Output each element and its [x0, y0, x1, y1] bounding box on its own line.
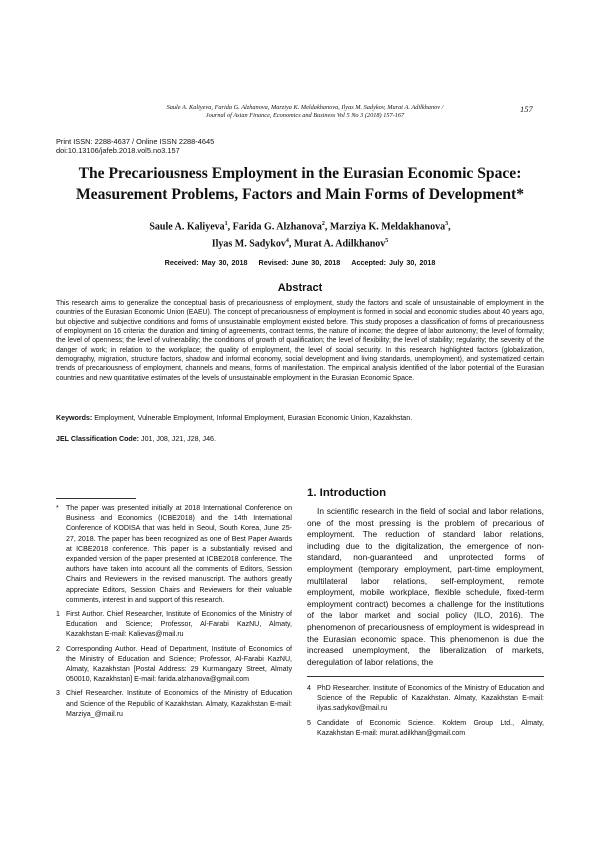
doi-link[interactable]: doi:10.13106/jafeb.2018.vol5.no3.157 — [56, 146, 180, 155]
author-name: Farida G. Alzhanova — [232, 221, 322, 233]
author-affiliation-mark: 2 — [321, 221, 325, 227]
footnotes-right — [307, 684, 544, 739]
keywords-line — [56, 414, 544, 422]
title-line-2: Measurement Problems, Factors and Main Forms of Development* — [75, 186, 525, 203]
author-affiliation-mark: 1 — [224, 221, 228, 227]
jel-line — [56, 435, 544, 443]
running-header-authors: Saule A. Kaliyeva, Farida G. Alzhanova, Marziya K. Meldakhanova, Ilyas M. Sadykov, Murat A. Adilkhanov / — [166, 104, 444, 111]
paper-title — [56, 163, 544, 205]
footnote-divider-right — [307, 676, 544, 677]
footnote-text: First Author. Chief Researcher, Institute of Economics of the Ministry of Education and Science; Professor, Al-Farabi KazNU, Almaty, Kazakhstan E-mail: Kalievas@mail.ru — [66, 611, 292, 639]
introduction-text: In scientific research in the field of social and labor relations, one of the most pressing is the problem of precarious of employment. The reduction of standard labor relations, including due to the digitalization, the emergence of non-standard, non-guaranteed and unprotected forms of employment (temporary employment, part-time employment, multilateral labor relations, self-employment, remote employment, mobile workplace, flexible schedule, fixed-term employment contract) becomes a challenge for the institutions of the labor market and social policy (ILO, 2016). The phenomenon of precariousness of employment is widespread in the Eurasian economic space. This phenomenon is due the increased unemployment, the liberalization of markets, deregulation of labor relations, the — [307, 506, 544, 667]
page-number: 157 — [520, 104, 533, 114]
jel-label: JEL Classification Code: — [56, 435, 140, 443]
footnote-mark: * — [56, 505, 59, 512]
footnote-mark: 3 — [56, 690, 60, 698]
author-name: Murat A. Adilkhanov — [293, 238, 386, 250]
keywords-label: Keywords: — [56, 414, 93, 422]
issn-block — [56, 137, 214, 155]
section-heading-introduction: 1. Introduction — [307, 487, 387, 499]
issn-line: Print ISSN: 2288-4637 / Online ISSN 2288-4645 — [56, 137, 215, 146]
keywords-value: Employment, Vulnerable Employment, Informal Employment, Eurasian Economic Union, Kazakhstan. — [94, 414, 413, 422]
footnotes-left — [56, 504, 292, 720]
running-header — [150, 104, 460, 120]
revised-date: Revised: June 30, 2018 — [258, 258, 341, 267]
footnote-mark: 5 — [307, 719, 311, 727]
abstract-text: This research aims to generalize the conceptual basis of precariousness of employment, study the factors and scale of unsustainable of employment in the countries of the Eurasian Economic Union (EAEU). The concept of precariousness of employment is formed in social and economic studies about 40 years ago, but objective and subjective conditions and forms of unsustainable employment existed before. This study proposes a classification of forms of precariousness of employment on 16 criteria: the duration and timing of agreements, contract terms, the nature of income; the degree of labor autonomy; the level of formality; the level of openness; the level of vulnerability; the conditions of growth of qualification; the level of flexibility; the level of stability; regularity; the severity of the danger of work; in relation to the workplace; the quality of employment, the level of social security. In this research highlighted factors (globalization, demography, migration, structure factors, shadow and informal economy, social development and living standards, unemployment), and systematized certain trends of precariousness of employment, channels and means, forms of manifestation. The empirical analysis identified of the labor potential of the Eurasian countries and new quantitative estimates of the levels of unsustainable employment in the Eurasian Economic Space. — [56, 300, 544, 382]
footnote-text: The paper was presented initially at 2018 International Conference on Business and Economics (ICBE2018) and the 14th International Conference of KODISA that was held in Seoul, South Korea, June 25-27, 2018. The paper has been recognized as one of Best Paper Awards at ICBE2018 conference. This paper is a substantially revised and expanded version of the paper presented at ICBE2018 conference. The authors have taken into account all the comments of Editors, Session Chairs and Reviewers in the revised manuscript. The authors greatly appreciate Editors, Session Chairs and Reviewers for their valuable comments, interest in and support of this research. — [66, 505, 292, 604]
footnote-divider-left — [56, 498, 136, 499]
author-name: Saule A. Kaliyeva — [149, 221, 225, 233]
author-list: Saule A. Kaliyeva$^1$, Farida G. Alzhanova$^2$, Marziya K. Meldakhanova$^3$, Ilyas M. Sadykov$^4$, Murat A. Adilkhanov$^5$ — [149, 221, 451, 250]
submission-dates — [56, 258, 544, 267]
footnote-mark: 2 — [56, 645, 60, 653]
abstract-heading: Abstract — [277, 282, 323, 294]
footnote — [56, 645, 292, 686]
received-date: Received: May 30, 2018 — [164, 258, 248, 267]
author-name: Marziya K. Meldakhanova — [329, 221, 446, 233]
footnote — [56, 689, 292, 720]
author-name: Ilyas M. Sadykov — [211, 238, 286, 250]
author-affiliation-mark: 4 — [285, 238, 289, 245]
footnote — [56, 504, 292, 606]
footnote-mark: 1 — [56, 611, 60, 619]
footnote — [307, 684, 544, 715]
footnote — [307, 719, 544, 739]
title-line-1: The Precariousness Employment in the Eurasian Economic Space: — [78, 165, 522, 182]
footnote-text: Candidate of Economic Science. Koktem Group Ltd., Almaty, Kazakhstan E-mail: murat.adilkhan@gmail.com — [317, 719, 544, 737]
footnote-text: Corresponding Author. Head of Department, Institute of Economics of the Ministry of Education and Science; Professor, Al-Farabi KazNU, Almaty, Kazakhstan [Postal Address: 29 Kurmangazy Street, Almaty 050010, Kazakhstan] E-mail: farida.alzhanova@gmail.com — [66, 645, 292, 684]
author-affiliation-mark: 5 — [385, 238, 389, 245]
running-header-journal: Journal of Asian Finance, Economics and Business Vol 5 No 3 (2018) 157-167 — [205, 112, 405, 119]
author-affiliation-mark: 3 — [445, 221, 449, 227]
accepted-date: Accepted: July 30, 2018 — [351, 258, 436, 267]
footnote-text: PhD Researcher. Institute of Economics of the Ministry of Education and Science of the Republic of Kazakhstan. Almaty, Kazakhstan E-mail: ilyas.sadykov@mail.ru — [317, 685, 544, 713]
footnote — [56, 610, 292, 641]
jel-value: J01, J08, J21, J28, J46. — [141, 435, 216, 443]
footnote-text: Chief Researcher. Institute of Economics of the Ministry of Education and Science of the Republic of Kazakhstan. Almaty, Kazakhstan E-mail: Marziya_@mail.ru — [66, 690, 292, 718]
footnote-mark: 4 — [307, 685, 311, 692]
